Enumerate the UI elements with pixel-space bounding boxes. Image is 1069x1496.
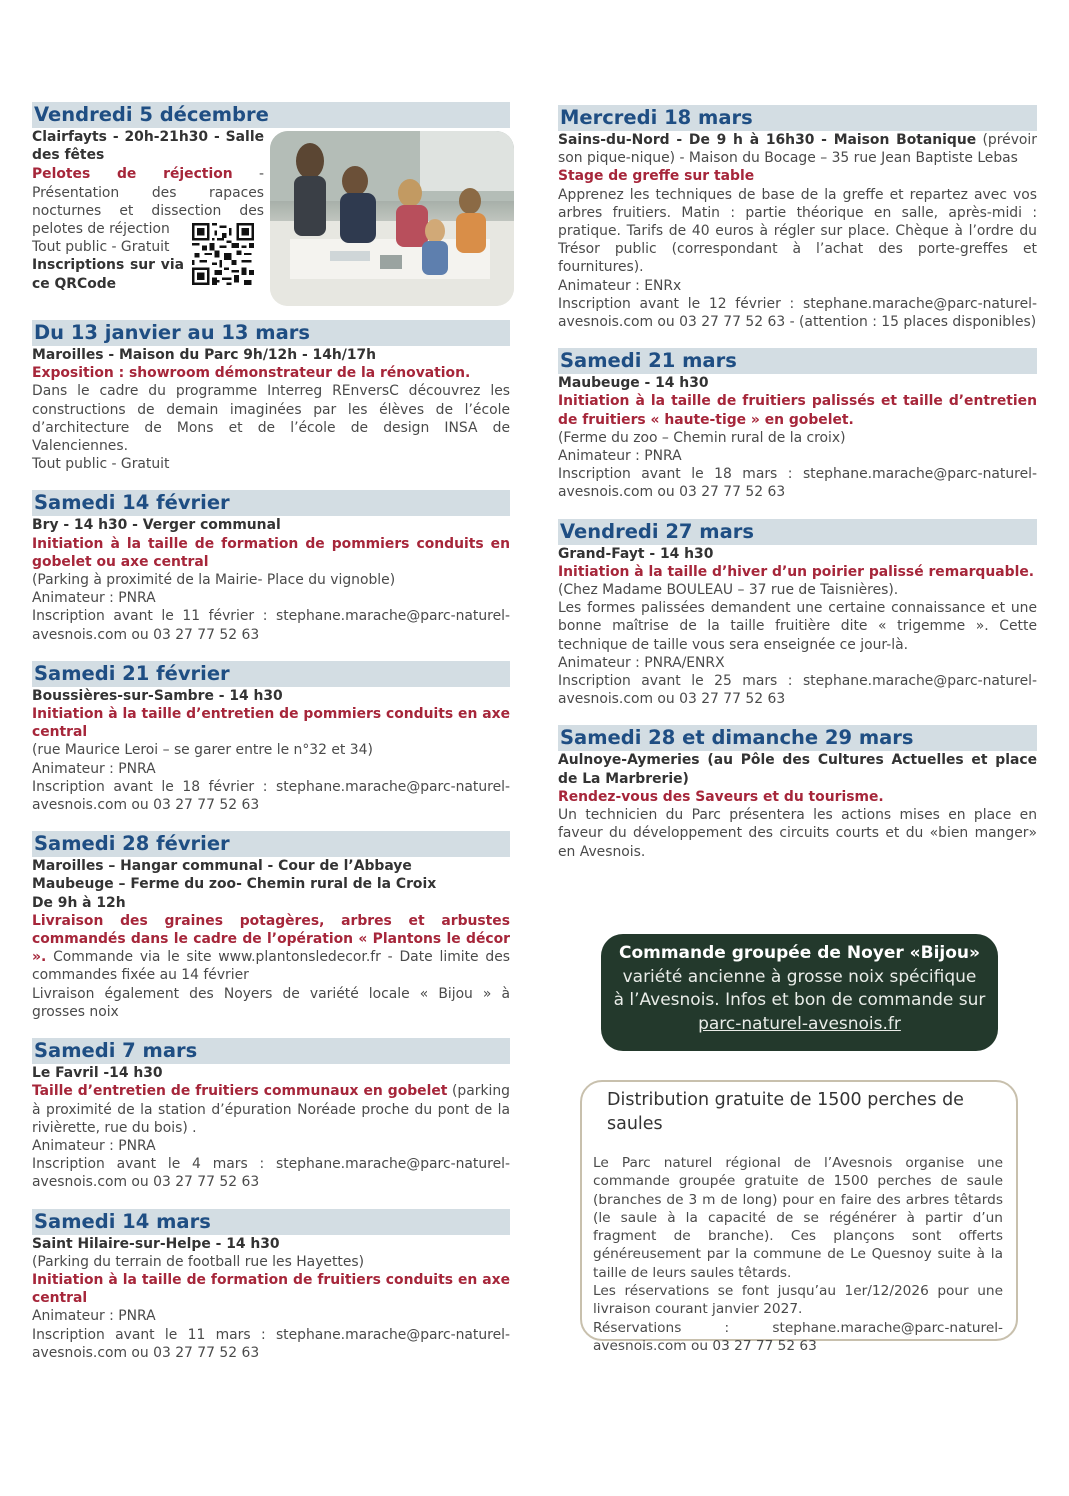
left-column <box>32 102 510 1379</box>
event-21-mars <box>558 348 1037 501</box>
event-animateur: Animateur : PNRA <box>32 590 156 607</box>
event-desc: Un technicien du Parc présentera les actions mises en place en faveur du développement des circuits courts et du «bien manger» en Avesnois. <box>558 807 1037 860</box>
event-desc: (parking à proximité de la station d’épuration Noréade proche du pont de la rivièrette, rue du bois) . <box>32 1083 510 1136</box>
event-7-mars <box>32 1038 510 1191</box>
event-title: Rendez-vous des Saveurs et du tourisme. <box>558 788 884 805</box>
event-detail: (Ferme du zoo – Chemin rural de la croix) <box>558 429 846 446</box>
event-desc: Apprenez les techniques de base de la greffe et repartez avec vos arbres fruitiers. Matin : partie théorique en salle, après-midi : pratique. Tarifs de 40 euros à régler sur place. Chèque à l’ordre du Trésor public (correspondant à l’achat des porte-greffes et fournitures). <box>558 186 1037 276</box>
event-description <box>32 1082 510 1137</box>
event-animateur: Animateur : PNRA <box>558 448 682 465</box>
noyer-box-line: variété ancienne à grosse noix spécifique <box>622 966 977 987</box>
event-inscription: Inscription avant le 18 février : stephane.marache@parc-naturel-avesnois.com ou 03 27 77 52 63 <box>32 778 510 814</box>
saules-box-contact: Réservations : stephane.marache@parc-naturel-avesnois.com ou 03 27 77 52 63 <box>593 1319 1003 1354</box>
event-date: Samedi 7 mars <box>32 1038 510 1064</box>
event-inscription: Inscription avant le 4 mars : stephane.marache@parc-naturel-avesnois.com ou 03 27 77 52 63 <box>32 1156 510 1191</box>
event-photo <box>270 131 514 306</box>
event-detail: (Parking à proximité de la Mairie- Place du vignoble) <box>32 572 396 589</box>
event-animateur: Animateur : PNRA <box>32 760 156 777</box>
event-location: Clairfayts - 20h-21h30 - Salle des fêtes <box>32 129 264 164</box>
event-date: Du 13 janvier au 13 mars <box>32 320 510 346</box>
event-date: Vendredi 5 décembre <box>32 102 510 128</box>
noyer-box-link[interactable]: parc-naturel-avesnois.fr <box>698 1013 901 1034</box>
event-inscription: Inscription avant le 18 mars : stephane.marache@parc-naturel-avesnois.com ou 03 27 77 52 63 <box>558 466 1037 501</box>
saules-box-paragraph: Les réservations se font jusqu’au 1er/12/2026 pour une livraison courant janvier 2027. <box>593 1283 1003 1318</box>
event-14-mars <box>32 1209 510 1362</box>
event-title: Exposition : showroom démonstrateur de la rénovation. <box>32 365 471 382</box>
event-title: Stage de greffe sur table <box>558 168 755 185</box>
event-animateur: Animateur : PNRA <box>32 1308 156 1325</box>
saules-box-title: Distribution gratuite de 1500 perches de saules <box>607 1090 964 1134</box>
event-inscription: Inscriptions sur via ce QRCode <box>32 257 184 292</box>
noyer-order-box <box>601 934 998 1051</box>
qr-code[interactable] <box>192 223 254 285</box>
event-location: Saint Hilaire-sur-Helpe - 14 h30 <box>32 1235 280 1252</box>
event-date: Mercredi 18 mars <box>558 105 1037 131</box>
event-date: Samedi 21 février <box>32 661 510 687</box>
event-title: Initiation à la taille de fruitiers palissés et taille d’entretien de fruitiers « haute-tige » en gobelet. <box>558 393 1037 428</box>
event-detail: (Parking du terrain de football rue les Hayettes) <box>32 1253 365 1270</box>
event-location-line <box>558 131 1037 167</box>
event-title: Initiation à la taille de formation de pommiers conduits en gobelet ou axe central <box>32 535 510 570</box>
event-location: Maroilles - Maison du Parc 9h/12h - 14h/17h <box>32 347 377 363</box>
event-18-mars <box>558 105 1037 331</box>
event-27-mars <box>558 519 1037 709</box>
event-date: Samedi 28 février <box>32 831 510 857</box>
event-animateur: Animateur : PNRA/ENRX <box>558 654 725 671</box>
event-21-fevrier <box>32 661 510 814</box>
event-desc: Commande via le site www.plantonsledecor.fr - Date limite des commandes fixée au 14 février <box>32 949 510 984</box>
saules-distribution-box <box>580 1080 1018 1354</box>
event-title: Initiation à la taille d’entretien de pommiers conduits en axe central <box>32 706 510 741</box>
event-location: Le Favril -14 h30 <box>32 1065 163 1082</box>
event-title: Taille d’entretien de fruitiers communaux en gobelet <box>32 1083 448 1100</box>
event-5-decembre <box>32 102 510 324</box>
event-inscription: Inscription avant le 11 février : stephane.marache@parc-naturel-avesnois.com ou 03 27 77 52 63 <box>32 608 510 643</box>
saules-box-paragraph: Le Parc naturel régional de l’Avesnois organise une commande groupée gratuite de 1500 perches de saule (branches de 3 m de long) pour en faire des arbres têtards (le saule à la capacité de se régénérer à partir d’un fragment de branche). Ces plançons sont offerts généreusement par la commune de Le Quesnoy suite à la taille de leurs saules têtards. <box>593 1155 1003 1281</box>
event-13-janvier <box>32 320 510 473</box>
event-date: Samedi 21 mars <box>558 348 1037 374</box>
event-title: Pelotes de réjection <box>32 166 233 183</box>
event-title: Livraison des graines potagères, arbres et arbustes commandés dans le cadre de l’opération « Plantons le décor ». <box>32 912 510 966</box>
noyer-box-line: à l’Avesnois. Infos et bon de commande sur <box>613 990 986 1010</box>
event-date: Samedi 28 et dimanche 29 mars <box>558 725 1037 751</box>
event-location-extra: (prévoir son pique-nique) - Maison du Bocage – 35 rue Jean Baptiste Lebas <box>558 132 1037 167</box>
event-location: Maubeuge - 14 h30 <box>558 375 709 392</box>
event-date: Vendredi 27 mars <box>558 519 1037 545</box>
event-animateur: Animateur : PNRA <box>32 1137 156 1154</box>
event-desc: - Présentation des rapaces nocturnes et dissection des pelotes de réjection <box>32 166 264 238</box>
noyer-box-title: Commande groupée de Noyer «Bijou» <box>618 943 981 963</box>
event-public: Tout public - Gratuit <box>32 456 170 473</box>
event-inscription: Inscription avant le 11 mars : stephane.marache@parc-naturel-avesnois.com ou 03 27 77 52 63 <box>32 1326 510 1361</box>
event-location: Maubeuge – Ferme du zoo- Chemin rural de la Croix <box>32 876 437 893</box>
event-location: Maroilles – Hangar communal - Cour de l’Abbaye <box>32 858 412 875</box>
event-desc: Dans le cadre du programme Interreg REnversC découvrez les constructions de demain imaginées par les élèves de l’école d’architecture de Mons et de l’école de design INSA de Valenciennes. <box>32 383 510 455</box>
right-column <box>558 105 1037 878</box>
event-location: Aulnoye-Aymeries (au Pôle des Cultures Actuelles et place de La Marbrerie) <box>558 752 1037 787</box>
event-detail: Livraison également des Noyers de variété locale « Bijou » à grosses noix <box>32 985 510 1020</box>
event-inscription: Inscription avant le 12 février : stephane.marache@parc-naturel-avesnois.com ou 03 27 77 52 63 - (attention : 15 places disponibles) <box>558 295 1037 331</box>
event-animateur: Animateur : ENRx <box>558 277 682 294</box>
event-date: Samedi 14 février <box>32 490 510 516</box>
event-location: Sains-du-Nord - De 9 h à 16h30 - Maison Botanique <box>558 132 977 148</box>
event-title: Initiation à la taille de formation de fruitiers conduits en axe central <box>32 1271 510 1307</box>
event-desc: Les formes palissées demandent une certaine connaissance et une bonne maîtrise de la taille fruitière dite « trigemme ». Cette technique de taille vous sera enseignée ce jour-là. <box>558 600 1037 653</box>
event-public: Tout public - Gratuit <box>32 239 170 256</box>
event-detail: (rue Maurice Leroi – se garer entre le n°32 et 34) <box>32 742 373 759</box>
event-location: Grand-Fayt - 14 h30 <box>558 545 714 562</box>
event-title: Initiation à la taille d’hiver d’un poirier palissé remarquable. <box>558 563 1035 580</box>
event-14-fevrier <box>32 490 510 643</box>
event-body <box>32 128 510 324</box>
event-inscription: Inscription avant le 25 mars : stephane.marache@parc-naturel-avesnois.com ou 03 27 77 52 63 <box>558 673 1037 708</box>
event-28-29-mars <box>558 725 1037 860</box>
event-date: Samedi 14 mars <box>32 1209 510 1235</box>
event-location: Bry - 14 h30 - Verger communal <box>32 517 281 534</box>
event-28-fevrier <box>32 831 510 1021</box>
event-location: Boussières-sur-Sambre - 14 h30 <box>32 687 283 704</box>
event-time: De 9h à 12h <box>32 894 126 911</box>
event-detail: (Chez Madame BOULEAU – 37 rue de Taisnières). <box>558 582 899 599</box>
event-description <box>32 912 510 985</box>
